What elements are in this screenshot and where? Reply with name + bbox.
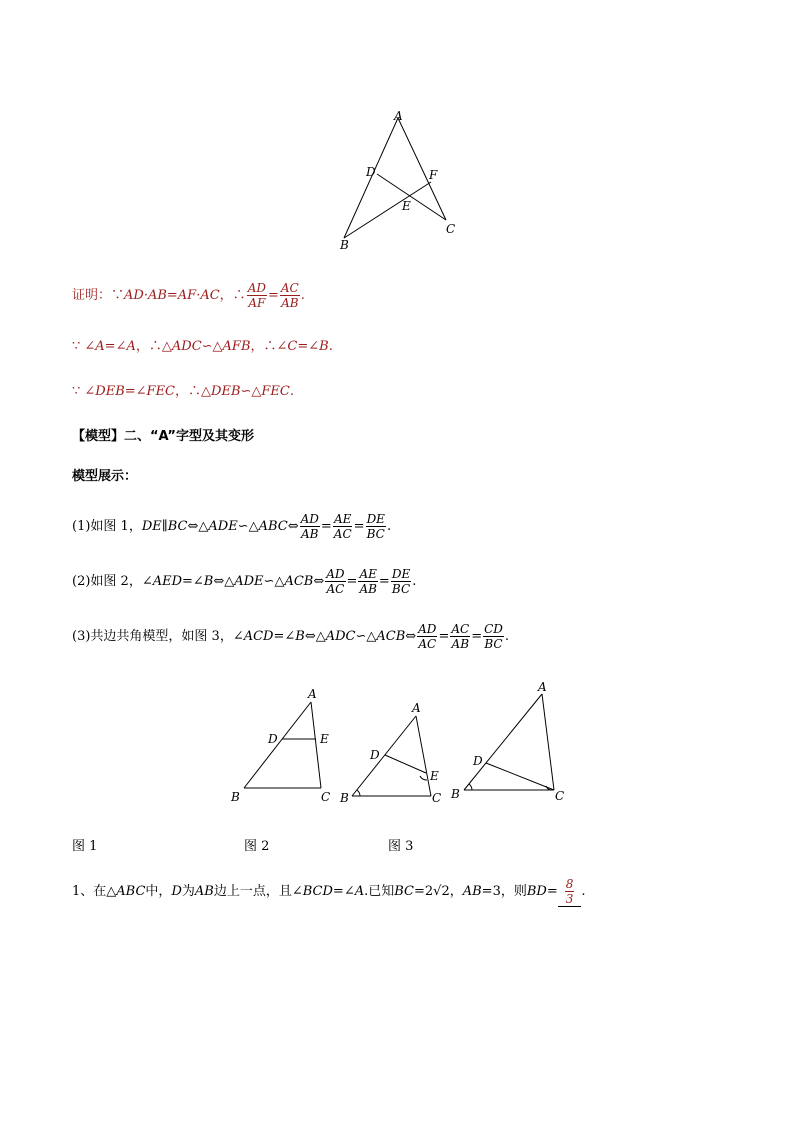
model-3: (3)共边共角模型，如图 3，∠ACD=∠B⇔△ADC∽△ACB⇔ $\frac{AD}{AC}$ = $\frac{AC}{AB}$ = $\frac{CD}{BC}$ .	[72, 622, 510, 651]
caption-fig3: 图 3	[388, 839, 414, 854]
figures-row	[220, 680, 580, 810]
fig3-label-A: A	[538, 680, 547, 694]
fig1-label-C: C	[321, 790, 331, 804]
fig2-label-C: C	[432, 791, 442, 805]
label-C: C	[446, 222, 456, 236]
fig1-label-A: A	[308, 687, 317, 701]
model-heading: 【模型】二、“A”字型及其变形	[72, 429, 254, 444]
proof-condition: AD·AB=AF·AC	[124, 288, 220, 303]
fig2-label-D: D	[370, 748, 380, 762]
caption-fig2: 图 2	[244, 839, 270, 854]
label-A: A	[394, 109, 403, 123]
fraction: $\frac{AD}{AF}$	[247, 281, 266, 310]
figure-3	[464, 694, 554, 790]
fig2-label-E: E	[430, 769, 439, 783]
fig1-label-D: D	[268, 732, 278, 746]
fraction: $\frac{AC}{AB}$	[280, 281, 299, 310]
fig2-label-A: A	[412, 701, 421, 715]
model-show: 模型展示：	[72, 469, 138, 484]
fig1-label-E: E	[320, 732, 329, 746]
proof-line-2: ∵ ∠A=∠A，∴△ADC∽△AFB，∴∠C=∠B.	[72, 339, 333, 354]
fraction: $\frac{AE}{AC}$	[333, 512, 352, 541]
model-2: (2)如图 2，∠AED=∠B⇔△ADE∽△ACB⇔ $\frac{AD}{AC}$ = $\frac{AE}{AB}$ = $\frac{DE}{BC}$ .	[72, 567, 417, 596]
fig3-label-C: C	[555, 789, 565, 803]
fraction: $\frac{CD}{BC}$	[484, 622, 503, 651]
figure-2	[352, 716, 431, 796]
answer-blank	[558, 877, 582, 907]
figure-top	[330, 104, 470, 254]
fraction: $\frac{DE}{BC}$	[391, 567, 411, 596]
fraction: $\frac{AE}{AB}$	[359, 567, 377, 596]
fig3-label-D: D	[473, 754, 483, 768]
proof-therefore: ，∴	[219, 288, 246, 303]
fig2-label-B: B	[340, 791, 349, 805]
proof-line-1: 证明：∵AD·AB=AF·AC，∴ $\frac{AD}{AF}$ = $\frac{AC}{AB}$ .	[72, 281, 305, 310]
proof-prefix: 证明：∵	[72, 288, 125, 303]
fig3-label-B: B	[451, 787, 460, 801]
fraction: $\frac{AD}{AC}$	[326, 567, 345, 596]
label-E: E	[402, 199, 411, 213]
answer-fraction: $\frac{8}{3}$	[565, 877, 574, 906]
fraction: $\frac{DE}{BC}$	[366, 512, 385, 541]
figure-1	[244, 702, 321, 788]
model-1: (1)如图 1，DE∥BC⇔△ADE∽△ABC⇔ $\frac{AD}{AB}$ = $\frac{AE}{AC}$ = $\frac{DE}{BC}$ .	[72, 512, 392, 541]
question-1: 1、在△ABC中，D为AB边上一点，且∠BCD=∠A.已知BC=2√2，AB=3，则BD= $\frac{8}{3}$ .	[72, 877, 586, 906]
fig1-label-B: B	[231, 790, 240, 804]
fraction: $\frac{AD}{AB}$	[300, 512, 319, 541]
label-F: F	[429, 168, 438, 182]
proof-line-3: ∵ ∠DEB=∠FEC，∴△DEB∽△FEC.	[72, 384, 294, 399]
label-B: B	[340, 238, 349, 252]
label-D: D	[366, 165, 376, 179]
fraction: $\frac{AC}{AB}$	[451, 622, 470, 651]
fraction: $\frac{AD}{AC}$	[418, 622, 437, 651]
caption-fig1: 图 1	[72, 839, 98, 854]
